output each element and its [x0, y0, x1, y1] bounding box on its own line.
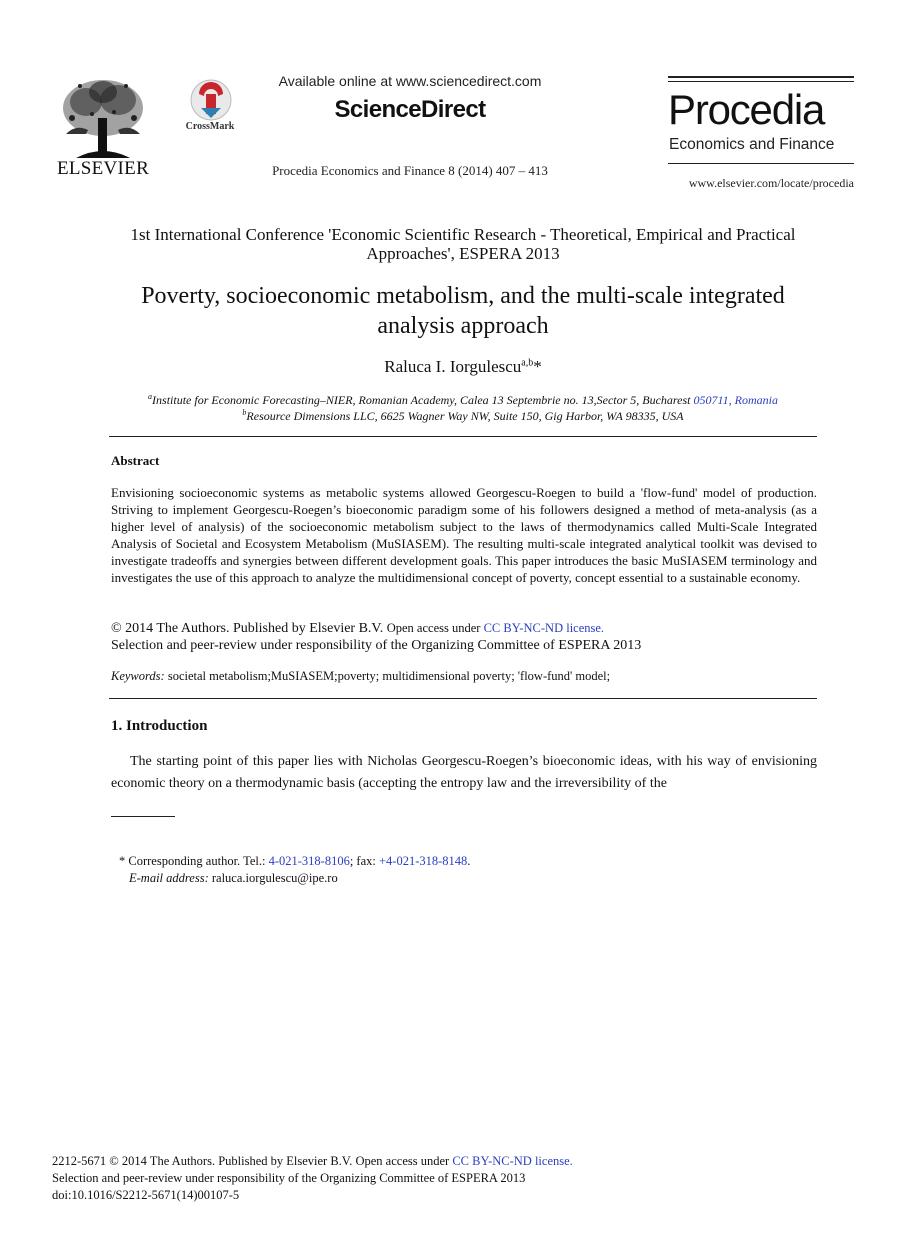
footer-line [52, 1153, 573, 1170]
affil-sup: a [148, 392, 153, 401]
title-line: analysis approach [377, 313, 549, 339]
author-affil-sup: a,b [521, 357, 534, 369]
footnote-label: * Corresponding author. Tel.: [119, 854, 269, 868]
fax-link[interactable]: +4-021-318-8148 [379, 854, 468, 868]
copyright-text: © 2014 The Authors. Published by Elsevier B.V. [111, 621, 387, 636]
divider [109, 698, 817, 699]
fax-label: ; fax: [349, 854, 379, 868]
title-line: Poverty, socioeconomic metabolism, and the multi-scale integrated [141, 283, 785, 309]
procedia-rule [668, 76, 854, 78]
footer-license-link[interactable]: CC BY-NC-ND license. [452, 1154, 573, 1168]
keywords-label: Keywords: [111, 669, 165, 683]
peer-review-text: Selection and peer-review under responsibility of the Organizing Committee of ESPERA 2013 [111, 638, 642, 653]
available-online-text: Available online at www.sciencedirect.com [278, 73, 542, 89]
footer-peer-review: Selection and peer-review under responsibility of the Organizing Committee of ESPERA 2013 [52, 1171, 526, 1185]
page-footer [52, 1153, 573, 1204]
affil-text: Resource Dimensions LLC, 6625 Wagner Way NW, Suite 150, Gig Harbor, WA 98335, USA [246, 409, 684, 423]
affil-sup: b [242, 408, 247, 417]
elsevier-wordmark: ELSEVIER [56, 158, 150, 179]
copyright-line [111, 620, 817, 637]
author-star: * [533, 357, 542, 376]
procedia-rule [668, 81, 854, 82]
journal-reference: Procedia Economics and Finance 8 (2014) 407 – 413 [272, 163, 548, 178]
keywords [111, 669, 817, 684]
license-link[interactable]: CC BY-NC-ND license. [483, 621, 605, 635]
conference-line: Approaches', ESPERA 2013 [366, 244, 560, 263]
email-label: E-mail address: [129, 871, 209, 885]
author-name: Raluca I. Iorgulescu [384, 357, 522, 376]
affiliation-a [100, 392, 826, 408]
copyright-block [111, 620, 817, 654]
paper-title [100, 281, 826, 341]
journal-url[interactable]: www.elsevier.com/locate/procedia [688, 176, 854, 190]
introduction-text: The starting point of this paper lies with Nicholas Georgescu-Roegen’s bioeconomic ideas, with his way of envisioning economic theory on a thermodynamic basis (accepting the entropy law and the irreversibility of the [111, 754, 817, 791]
footnote-rule [111, 816, 175, 817]
open-access-text: Open access under [386, 621, 484, 635]
tel-link[interactable]: 4-021-318-8106 [268, 854, 350, 868]
keywords-text: societal metabolism;MuSIASEM;poverty; multidimensional poverty; 'flow-fund' model; [164, 669, 611, 683]
conference-name [100, 225, 826, 263]
conference-line: 1st International Conference 'Economic Scientific Research - Theoretical, Empirical and Practical [130, 225, 796, 244]
abstract-text: Envisioning socioeconomic systems as metabolic systems allowed Georgescu-Roegen to build a 'flow-fund' model of production. Striving to implement Georgescu-Roegen’s bioeconomic paradigm some of his followers designed a method of meta-analysis (as a higher level of analysis) of the socioeconomic metabolism subject to the laws of thermodynamics called Multi-Scale Integrated Analysis of Societal and Ecosystem Metabolism (MuSIASEM). The resulting multi-scale integrated analytical toolkit was devised to investigate tradeoffs and synergies between different development goals. This paper introduces the basic MuSIASEM terminology and investigates the use of this approach to analyze the multidimensional concept of poverty, concept essential to a sustainable economy. [111, 485, 817, 585]
sciencedirect-logo: ScienceDirect [334, 96, 486, 123]
procedia-subtitle: Economics and Finance [669, 136, 835, 153]
elsevier-tree-logo [56, 74, 150, 162]
crossmark-label: CrossMark [185, 121, 235, 132]
author [100, 357, 826, 377]
email-value[interactable]: raluca.iorgulescu@ipe.ro [208, 871, 338, 885]
footer-doi[interactable]: doi:10.1016/S2212-5671(14)00107-5 [52, 1188, 240, 1202]
affiliation-b [100, 408, 826, 424]
affil-link[interactable]: 050711, Romania [693, 393, 778, 407]
introduction-heading: 1. Introduction [111, 718, 208, 734]
footnote-email [119, 870, 470, 887]
procedia-logo: Procedia [668, 86, 825, 133]
footer-issn-text: 2212-5671 © 2014 The Authors. Published by Elsevier B.V. Open access under [52, 1154, 453, 1168]
affil-text: Institute for Economic Forecasting–NIER, Romanian Academy, Calea 13 Septembrie no. 13,Sector 5, Bucharest [152, 393, 694, 407]
procedia-rule [668, 163, 854, 164]
footnote-end: . [467, 854, 471, 868]
footnote [119, 853, 470, 887]
divider [109, 436, 817, 437]
footnote-corresponding [119, 853, 470, 870]
abstract-heading: Abstract [111, 453, 160, 468]
